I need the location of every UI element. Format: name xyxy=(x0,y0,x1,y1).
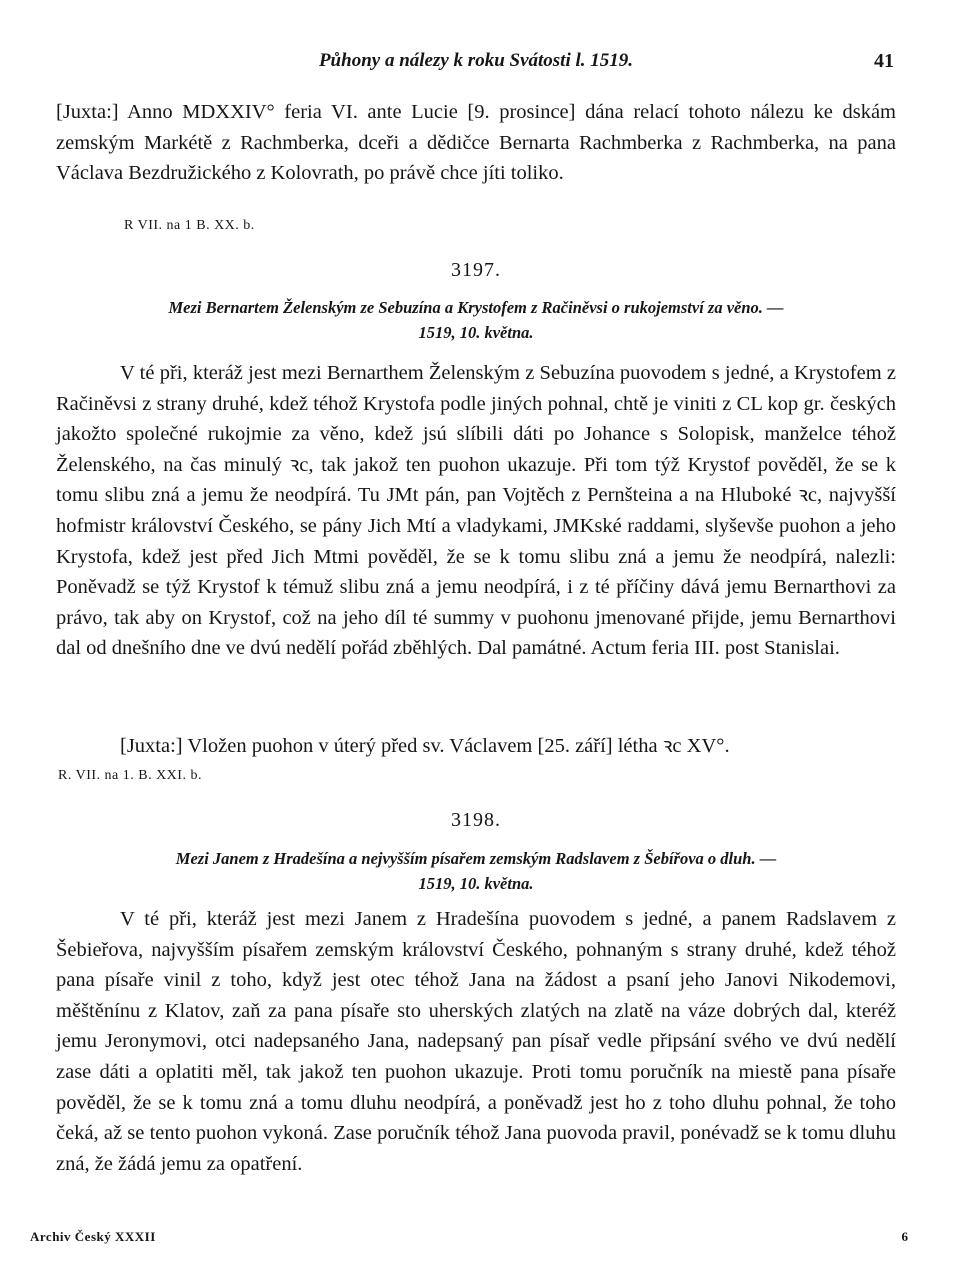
opening-paragraph: [Juxta:] Anno MDXXIV° feria VI. ante Lucie [9. prosince] dána relací tohoto nálezu ke dskám zemským Markétě z Rachmberka, dceři a dědičce Bernarta Rachmberka z Rachmberka, na pana Václava Bezdružického z Kolovrath, po právě chce jíti toliko. xyxy=(56,101,896,185)
case-number-3198: 3198. xyxy=(451,809,501,831)
footer-signature-mark: 6 xyxy=(901,1229,908,1244)
running-head-title: Půhony a nálezy k roku Svátosti l. 1519. xyxy=(318,50,634,71)
opening-reference: R VII. na 1 B. XX. b. xyxy=(124,218,255,233)
footer-series-title: Archiv Český XXXII xyxy=(30,1229,156,1244)
case-body-3198: V té při, kteráž jest mezi Janem z Hradešína puovodem s jedné, a panem Radslavem z Šebieřova, najvyšším písařem zemským království Českého, pohnaným s strany druhé, kdež téhož pana písaře vinil z toho, když jest otec téhož Jana na žádost a psaní jeho Janovi Nikodemovi, měštěnínu z Klatov, zaň za pana písaře sto uherských zlatých na zlatě na váze dobrých dal, kteréž jemu Jeronymovi, otci nadepsaného Jana, nadepsaný pan písař vedle připsání svého ve dvú nedělí zase dáti a oplatiti měl, tak jakož ten puohon ukazuje. Proti tomu poručník na miestě pana písaře pověděl, že se k tomu zná a tomu dluhu neodpírá, a poněvadž jest ho z toho dluhu pohnal, že toho čeká, až se tento puohon vykoná. Zase poručník téhož Jana puovoda pravil, ponévadž se k tomu dluhu zná, že žádá jemu za opatření. xyxy=(56,908,896,1175)
document-page xyxy=(56,0,896,1280)
case-reference-3197: R. VII. na 1. B. XXI. b. xyxy=(58,768,202,783)
running-head xyxy=(56,50,896,74)
case-number-3197: 3197. xyxy=(451,259,501,281)
case-body-3197: V té při, kteráž jest mezi Bernarthem Želenským z Sebuzína puovodem s jedné, a Krystofem z Račiněvsi z strany druhé, kdež téhož Krystofa podle jiných pohnal, chtě je viniti z CL kop gr. českých jakožto společné rukojmie za věno, kdež jsú slíbili dáti po Johance s Solopisk, manželce téhož Želenského, na čas minulý ꝛc, tak jakož ten puohon ukazuje. Při tom týž Krystof pověděl, že se k tomu slibu zná a jemu že neodpírá. Tu JMt pán, pan Vojtěch z Pernšteina a na Hluboké ꝛc, najvyšší hofmistr království Českého, se pány Jich Mtí a vladykami, JMKské raddami, slyševše puohon a jeho Krystofa, kdež jest před Jich Mtmi pověděl, že se k tomu slibu zná a jemu že neodpírá, nalezli: Poněvadž se týž Krystof k témuž slibu zná a jemu neodpírá, i z té příčiny dává jemu Bernarthovi za právo, tak aby on Krystof, což na jeho díl té summy v puohonu jmenované přijde, jemu Bernarthovi dal od dnešního dne ve dvú nedělí pořád zběhlých. Dal památné. Actum feria III. post Stanislai. xyxy=(56,362,896,660)
case-heading-3198-line2: 1519, 10. května. xyxy=(418,874,534,893)
case-heading-3197-line1: Mezi Bernartem Želenským ze Sebuzína a Krystofem z Račiněvsi o rukojemství za věno. — xyxy=(168,298,784,317)
case-note-3197: [Juxta:] Vložen puohon v úterý před sv. Václavem [25. září] létha ꝛc XV°. xyxy=(120,735,730,757)
case-heading-3198-line1: Mezi Janem z Hradešína a nejvyšším písařem zemským Radslavem z Šebířova o dluh. — xyxy=(175,849,777,868)
page-number: 41 xyxy=(874,50,894,72)
case-heading-3197-line2: 1519, 10. května. xyxy=(418,323,534,342)
